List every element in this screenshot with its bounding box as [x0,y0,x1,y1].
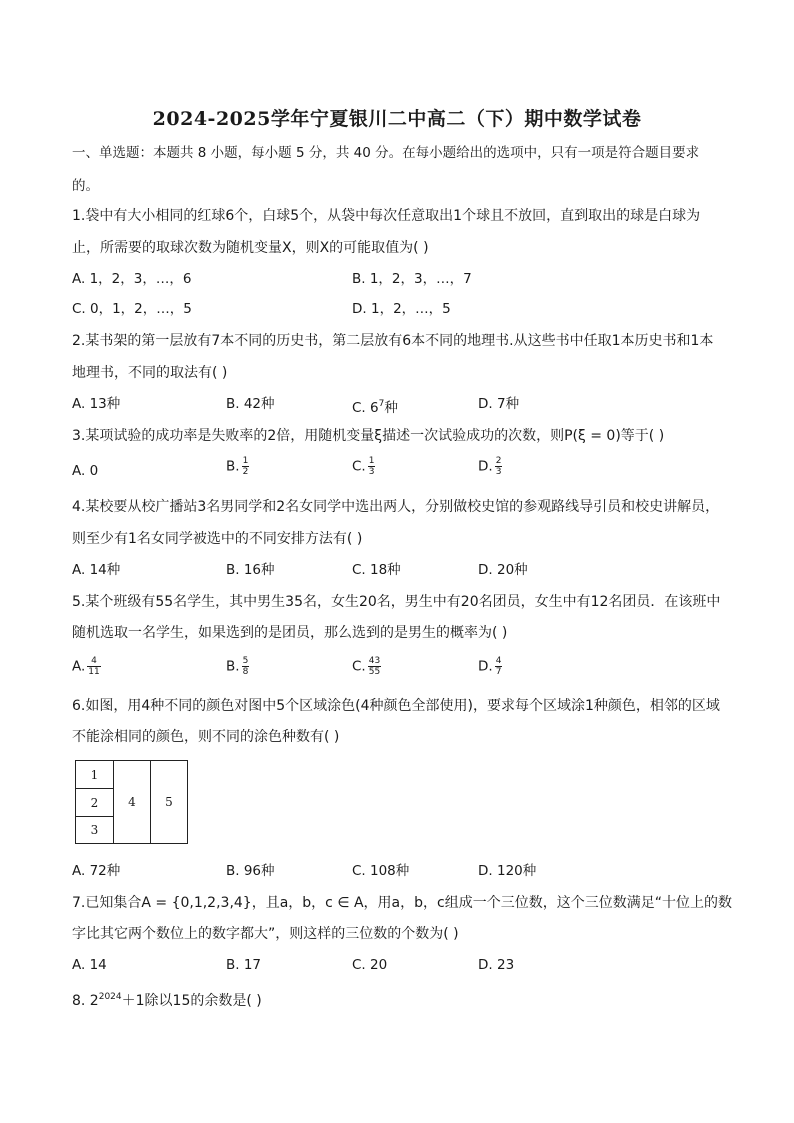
region-5: 5 [150,760,188,844]
question-5-option-c-letter: C. [352,658,366,675]
region-diagram [75,760,188,844]
section-instructions-line-2: 的。 [72,178,99,194]
question-2-option-c [352,394,398,418]
question-3-option-d-fraction [495,456,503,477]
fraction-denominator: 55 [368,667,381,677]
question-2-option-b: B. 42种 [226,396,275,412]
fraction-denominator: 3 [495,467,502,477]
question-3-option-c-letter: C. [352,458,366,475]
question-2-line-2: 地理书，不同的取法有( ) [72,365,228,381]
fraction-denominator: 11 [88,667,100,677]
region-4: 4 [113,760,151,844]
fraction-denominator: 2 [242,467,249,477]
question-2-option-c-exponent: 7 [378,399,385,409]
question-7-line-1: 7.已知集合A = {0,1,2,3,4}，且a，b，c ∈ A，用a，b，c组成一个三位数，这个三位数满足“十位上的数 [72,895,732,911]
question-4-line-2: 则至少有1名女同学被选中的不同安排方法有( ) [72,531,363,547]
question-6-line-1: 6.如图，用4种不同的颜色对图中5个区域涂色(4种颜色全部使用)，要求每个区域涂1种颜色，相邻的区域 [72,698,720,714]
question-4-option-a: A. 14种 [72,562,121,578]
question-5-option-d-fraction [495,656,503,677]
question-4-line-1: 4.某校要从校广播站3名男同学和2名女同学中选出两人，分别做校史馆的参观路线导引员和校史讲解员， [72,499,720,515]
question-8-tail: ＋1除以15的余数是( ) [121,993,262,1009]
question-1-option-d: D. 1，2，…，5 [352,301,451,317]
question-5-line-2: 随机选取一名学生，如果选到的是团员，那么选到的是男生的概率为( ) [72,625,508,641]
question-1-option-b: B. 1，2，3，…，7 [352,271,472,287]
question-5-option-c [352,656,381,677]
fraction-numerator: 4 [87,656,100,667]
question-5-option-b [226,656,249,677]
region-2: 2 [75,788,114,817]
fraction-numerator: 1 [242,456,249,466]
question-6-option-d: D. 120种 [478,863,537,879]
fraction-denominator: 7 [495,667,502,677]
question-8-base: 8. 2 [72,993,99,1009]
question-3-option-b-letter: B. [226,458,240,475]
question-4-option-b: B. 16种 [226,562,275,578]
question-2-option-d: D. 7种 [478,396,520,412]
question-5-option-a-fraction [87,656,100,677]
question-5-option-a-letter: A. [72,658,86,675]
fraction-numerator: 43 [368,656,381,666]
question-3-option-b-fraction [242,456,250,477]
question-5-option-b-fraction [242,656,250,677]
question-3-line-1: 3.某项试验的成功率是失败率的2倍，用随机变量ξ描述一次试验成功的次数，则P(ξ = 0)等于( ) [72,428,665,444]
question-1-option-c: C. 0，1，2，…，5 [72,301,192,317]
question-5-option-c-fraction [368,656,381,677]
fraction-numerator: 5 [242,656,249,666]
question-3-option-c [352,456,375,477]
question-3-option-c-fraction [368,456,376,477]
region-1: 1 [75,760,114,789]
region-3: 3 [75,816,114,844]
question-2-option-c-base: C. 6 [352,400,379,416]
question-3-option-d-letter: D. [478,458,493,475]
question-5-line-1: 5.某个班级有55名学生，其中男生35名，女生20名，男生中有20名团员，女生中有12名团员．在该班中 [72,594,721,610]
question-8-line-1 [72,987,262,1011]
question-2-option-a: A. 13种 [72,396,121,412]
question-6-option-a: A. 72种 [72,863,121,879]
question-5-option-d-letter: D. [478,658,493,675]
fraction-numerator: 4 [495,656,502,666]
question-7-option-c: C. 20 [352,957,388,973]
question-4-option-d: D. 20种 [478,562,528,578]
question-7-option-d: D. 23 [478,957,515,973]
question-8-exponent: 2024 [98,992,122,1002]
question-5-option-b-letter: B. [226,658,240,675]
question-7-option-b: B. 17 [226,957,262,973]
exam-title: 2024-2025学年宁夏银川二中高二（下）期中数学试卷 [152,108,642,130]
question-1-line-2: 止，所需要的取球次数为随机变量X，则X的可能取值为( ) [72,240,429,256]
question-2-line-1: 2.某书架的第一层放有7本不同的历史书，第二层放有6本不同的地理书.从这些书中任取1本历史书和1本 [72,333,714,349]
question-5-option-a [72,656,101,677]
section-instructions-line-1: 一、单选题：本题共 8 小题，每小题 5 分，共 40 分。在每小题给出的选项中，只有一项是符合题目要求 [72,145,700,161]
fraction-numerator: 2 [495,456,502,466]
question-2-option-c-unit: 种 [384,400,398,416]
question-4-option-c: C. 18种 [352,562,401,578]
question-6-option-b: B. 96种 [226,863,275,879]
question-5-option-d [478,656,502,677]
fraction-denominator: 8 [242,667,249,677]
question-6-line-2: 不能涂相同的颜色，则不同的涂色种数有( ) [72,729,340,745]
question-3-option-b [226,456,249,477]
question-7-line-2: 字比其它两个数位上的数字都大”，则这样的三位数的个数为( ) [72,926,459,942]
question-7-option-a: A. 14 [72,957,107,973]
question-3-option-d [478,456,502,477]
question-3-option-a: A. 0 [72,463,99,479]
question-6-option-c: C. 108种 [352,863,410,879]
question-1-line-1: 1.袋中有大小相同的红球6个，白球5个，从袋中每次任意取出1个球且不放回，直到取出的球是白球为 [72,208,701,224]
fraction-numerator: 1 [368,456,375,466]
question-1-option-a: A. 1，2，3，…，6 [72,271,192,287]
fraction-denominator: 3 [368,467,375,477]
